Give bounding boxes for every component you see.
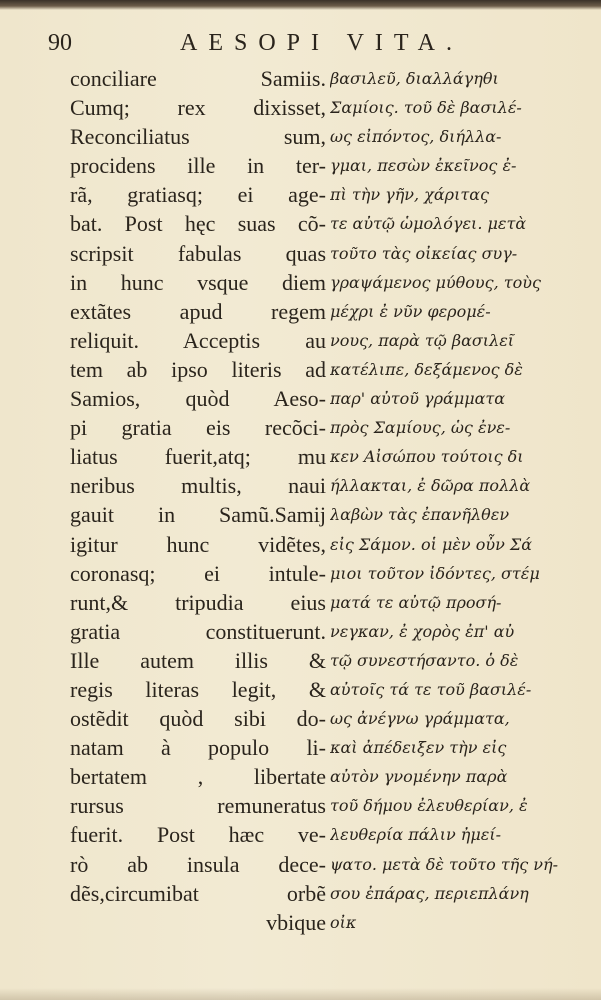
greek-text-line: κεν Αἰσώπου τούτοις δι: [330, 447, 524, 467]
greek-text-line: γραψάμενος μύθους, τοὺς: [330, 272, 541, 292]
greek-text-line: νεγκαν, ἐ χορὸς ἐπ' αὐ: [330, 621, 515, 641]
greek-text-line: γμαι, πεσὼν ἐκεῖνος ἐ-: [330, 156, 517, 176]
greek-text-line: τοῦ δήμου ἐλευθερίαν, ἐ: [330, 796, 528, 816]
latin-text-line: Cumq; rex dixisset,: [70, 95, 326, 121]
latin-text-line: bertatem , libertate: [70, 764, 326, 790]
greek-text-line: ως εἰπόντος, διήλλα-: [330, 127, 502, 147]
latin-text-line: in hunc vsque diem: [70, 269, 326, 295]
latin-text-line: conciliare Samiis.: [70, 66, 326, 91]
greek-text-line: κατέλιπε, δεξάμενος δὲ: [330, 359, 523, 379]
latin-text-line: coronasq; ei intule-: [70, 560, 326, 586]
page-top-edge: [0, 0, 601, 10]
latin-text-line: natam à populo li-: [70, 735, 326, 761]
page-number: 90: [48, 30, 72, 56]
latin-text-line: neribus multis, naui: [70, 473, 326, 499]
latin-text-line: igitur hunc vidẽtes,: [70, 531, 326, 557]
latin-text-line: ostẽdit quòd sibi do-: [70, 706, 326, 732]
running-title: AESOPI VITA.: [180, 30, 463, 56]
greek-text-line: ως ἀνέγνω γράμματα,: [330, 709, 510, 729]
greek-text-line: μέχρι ἐ νῦν φερομέ-: [330, 301, 491, 321]
latin-text-line: liatus fuerit,atq; mu: [70, 444, 326, 470]
greek-text-line: πὶ τὴν γῆν, χάριτας: [330, 185, 489, 205]
latin-text-line: tem ab ipso literis ad: [70, 356, 326, 382]
latin-text-line: gauit in Samũ.Samij: [70, 502, 326, 528]
greek-text-line: ματά τε αὐτῷ προσή-: [330, 592, 502, 612]
latin-text-line: vbique: [266, 909, 326, 935]
page-bottom-shadow: [0, 988, 601, 1000]
greek-text-line: ήλλακται, ἐ δῶρα πολλὰ: [330, 476, 531, 496]
greek-text-line: νους, παρὰ τῷ βασιλεῖ: [330, 330, 515, 350]
greek-text-line: λαβὼν τὰς ἐπανῆλθεν: [330, 505, 510, 525]
latin-text-line: runt,& tripudia eius: [70, 589, 326, 615]
greek-column: [330, 64, 586, 937]
latin-text-line: scripsit fabulas quas: [70, 240, 326, 266]
latin-column: [70, 64, 326, 937]
greek-text-line: οἰκ: [330, 912, 357, 932]
greek-text-line: τῷ συνεστήσαντο. ὁ δὲ: [330, 650, 519, 670]
greek-text-line: αὐτὸν γνομένην παρὰ: [330, 767, 508, 787]
latin-text-line: regis literas legit, &: [70, 676, 326, 702]
greek-text-line: παρ' αὐτοῦ γράμματα: [330, 389, 506, 409]
greek-text-line: λευθερία πάλιν ἠμεί-: [330, 825, 502, 845]
greek-text-line: πρὸς Σαμίους, ὡς ἐνε-: [330, 418, 511, 438]
latin-text-line: Samios, quòd Aeso-: [70, 386, 326, 412]
latin-text-line: bat. Post hęc suas cõ-: [70, 211, 326, 237]
greek-text-line: σου ἐπάρας, περιεπλάνη: [330, 883, 529, 903]
latin-text-line: Ille autem illis &: [70, 647, 326, 673]
latin-text-line: Reconciliatus sum,: [70, 124, 326, 150]
greek-text-line: τοῦτο τὰς οἰκείας συγ-: [330, 243, 518, 263]
greek-text-line: καὶ ἀπέδειξεν τὴν εἰς: [330, 738, 507, 758]
latin-text-line: pi gratia eis recõci-: [70, 415, 326, 441]
greek-text-line: τε αὐτῷ ὡμολόγει. μετὰ: [330, 214, 527, 234]
latin-text-line: rursus remuneratus: [70, 793, 326, 819]
greek-text-line: μιοι τοῦτον ἰδόντες, στέμ: [330, 563, 540, 583]
greek-text-line: βασιλεῦ, διαλλάγηθι: [330, 69, 499, 88]
greek-text-line: Σαμίοις. τοῦ δὲ βασιλέ-: [330, 98, 522, 118]
greek-text-line: εἰς Σάμον. οἱ μὲν οὖν Σά: [330, 534, 533, 554]
latin-text-line: reliquit. Acceptis au: [70, 327, 326, 353]
latin-text-line: gratia constituerunt.: [70, 618, 326, 644]
latin-text-line: rò ab insula dece-: [70, 851, 326, 877]
page-header: [48, 30, 588, 64]
greek-text-line: ψατο. μετὰ δὲ τοῦτο τῆς νή-: [330, 854, 559, 874]
latin-text-line: fuerit. Post hæc ve-: [70, 822, 326, 848]
latin-text-line: procidens ille in ter-: [70, 153, 326, 179]
greek-text-line: αὐτοῖς τά τε τοῦ βασιλέ-: [330, 679, 532, 699]
latin-text-line: rã, gratiasq; ei age-: [70, 182, 326, 208]
latin-text-line: extãtes apud regem: [70, 298, 326, 324]
latin-text-line: dẽs,circumibat orbẽ: [70, 880, 326, 906]
